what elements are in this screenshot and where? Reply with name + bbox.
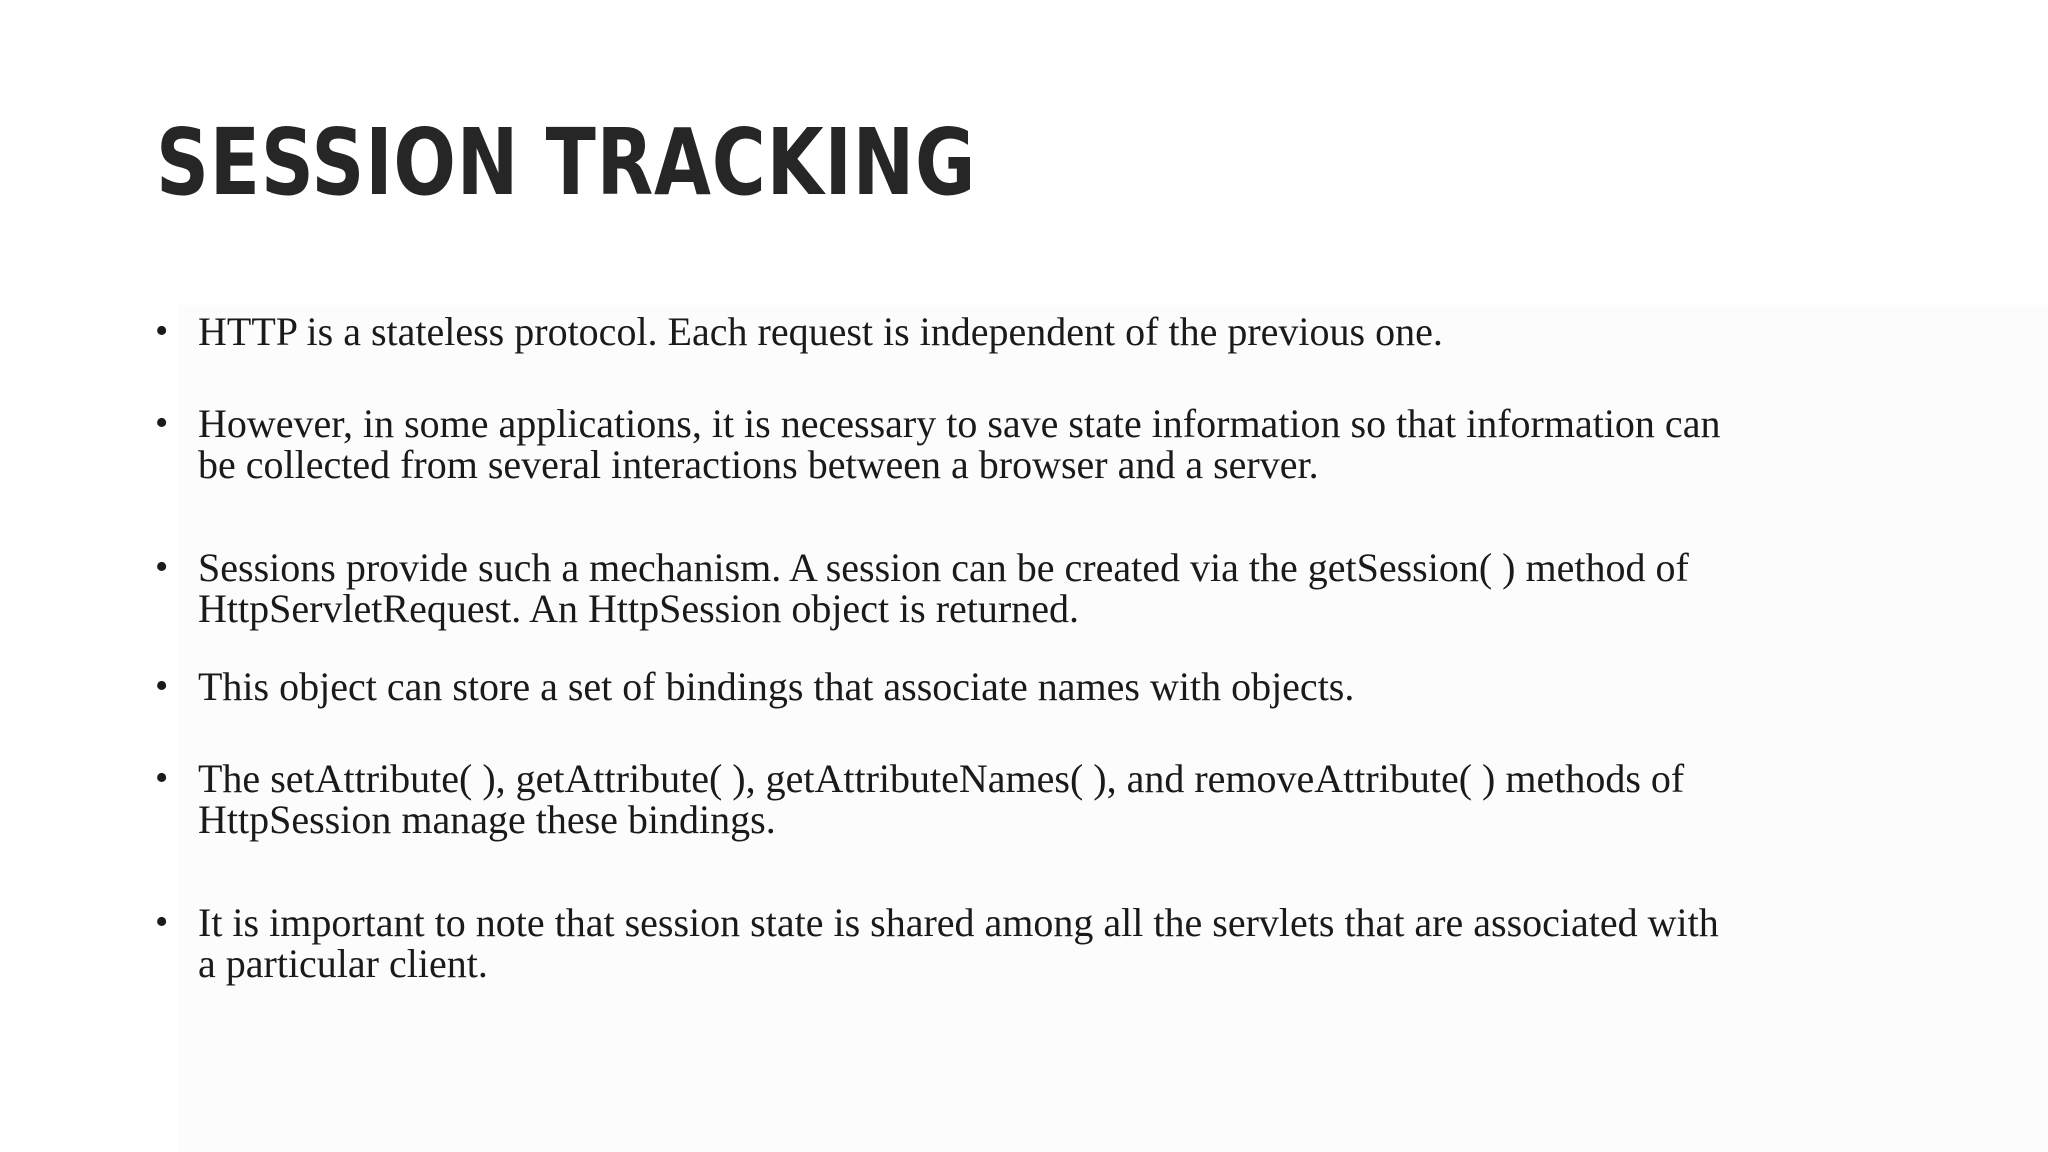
slide-title: SESSION TRACKING bbox=[156, 109, 977, 216]
bullet-line: Sessions provide such a mechanism. A session can be created via the getSession( ) method of bbox=[198, 545, 1689, 590]
bullet-item-http-stateless bbox=[155, 311, 1443, 352]
bullet-item-attribute-methods bbox=[155, 758, 1868, 840]
bullet-item-save-state bbox=[155, 403, 1720, 485]
bullet-line: The setAttribute( ), getAttribute( ), getAttributeNames( ), and removeAttribute( ) methods of bbox=[198, 756, 1685, 801]
bullet-text bbox=[198, 758, 1868, 840]
bullet-text bbox=[198, 902, 1719, 984]
bullet-text bbox=[198, 311, 1443, 352]
bullet-line: This object can store a set of bindings that associate names with objects. bbox=[198, 664, 1355, 709]
bullet-dot-icon: • bbox=[155, 546, 169, 588]
bullet-line: a particular client. bbox=[198, 941, 488, 986]
bullet-item-sessions-mechanism bbox=[155, 547, 1894, 629]
bullet-line: be collected from several interactions between a browser and a server. bbox=[198, 442, 1319, 487]
bullet-item-bindings bbox=[155, 666, 1354, 707]
bullet-line: HttpServletRequest. An HttpSession object is returned. bbox=[198, 586, 1079, 631]
bullet-dot-icon: • bbox=[155, 310, 169, 352]
bullet-dot-icon: • bbox=[155, 901, 169, 943]
bullet-line: HTTP is a stateless protocol. Each request is independent of the previous one. bbox=[198, 309, 1443, 354]
bullet-dot-icon: • bbox=[155, 402, 169, 444]
bullet-line: It is important to note that session state is shared among all the servlets that are associated with bbox=[198, 900, 1719, 945]
bullet-item-shared-state bbox=[155, 902, 1719, 984]
bullet-text bbox=[198, 547, 1894, 629]
bullet-text bbox=[198, 666, 1354, 707]
bullet-line: However, in some applications, it is necessary to save state information so that information can bbox=[198, 401, 1721, 446]
bullet-dot-icon: • bbox=[155, 665, 169, 707]
bullet-line: HttpSession manage these bindings. bbox=[198, 797, 776, 842]
bullet-text bbox=[198, 403, 1720, 485]
bullet-dot-icon: • bbox=[155, 757, 169, 799]
